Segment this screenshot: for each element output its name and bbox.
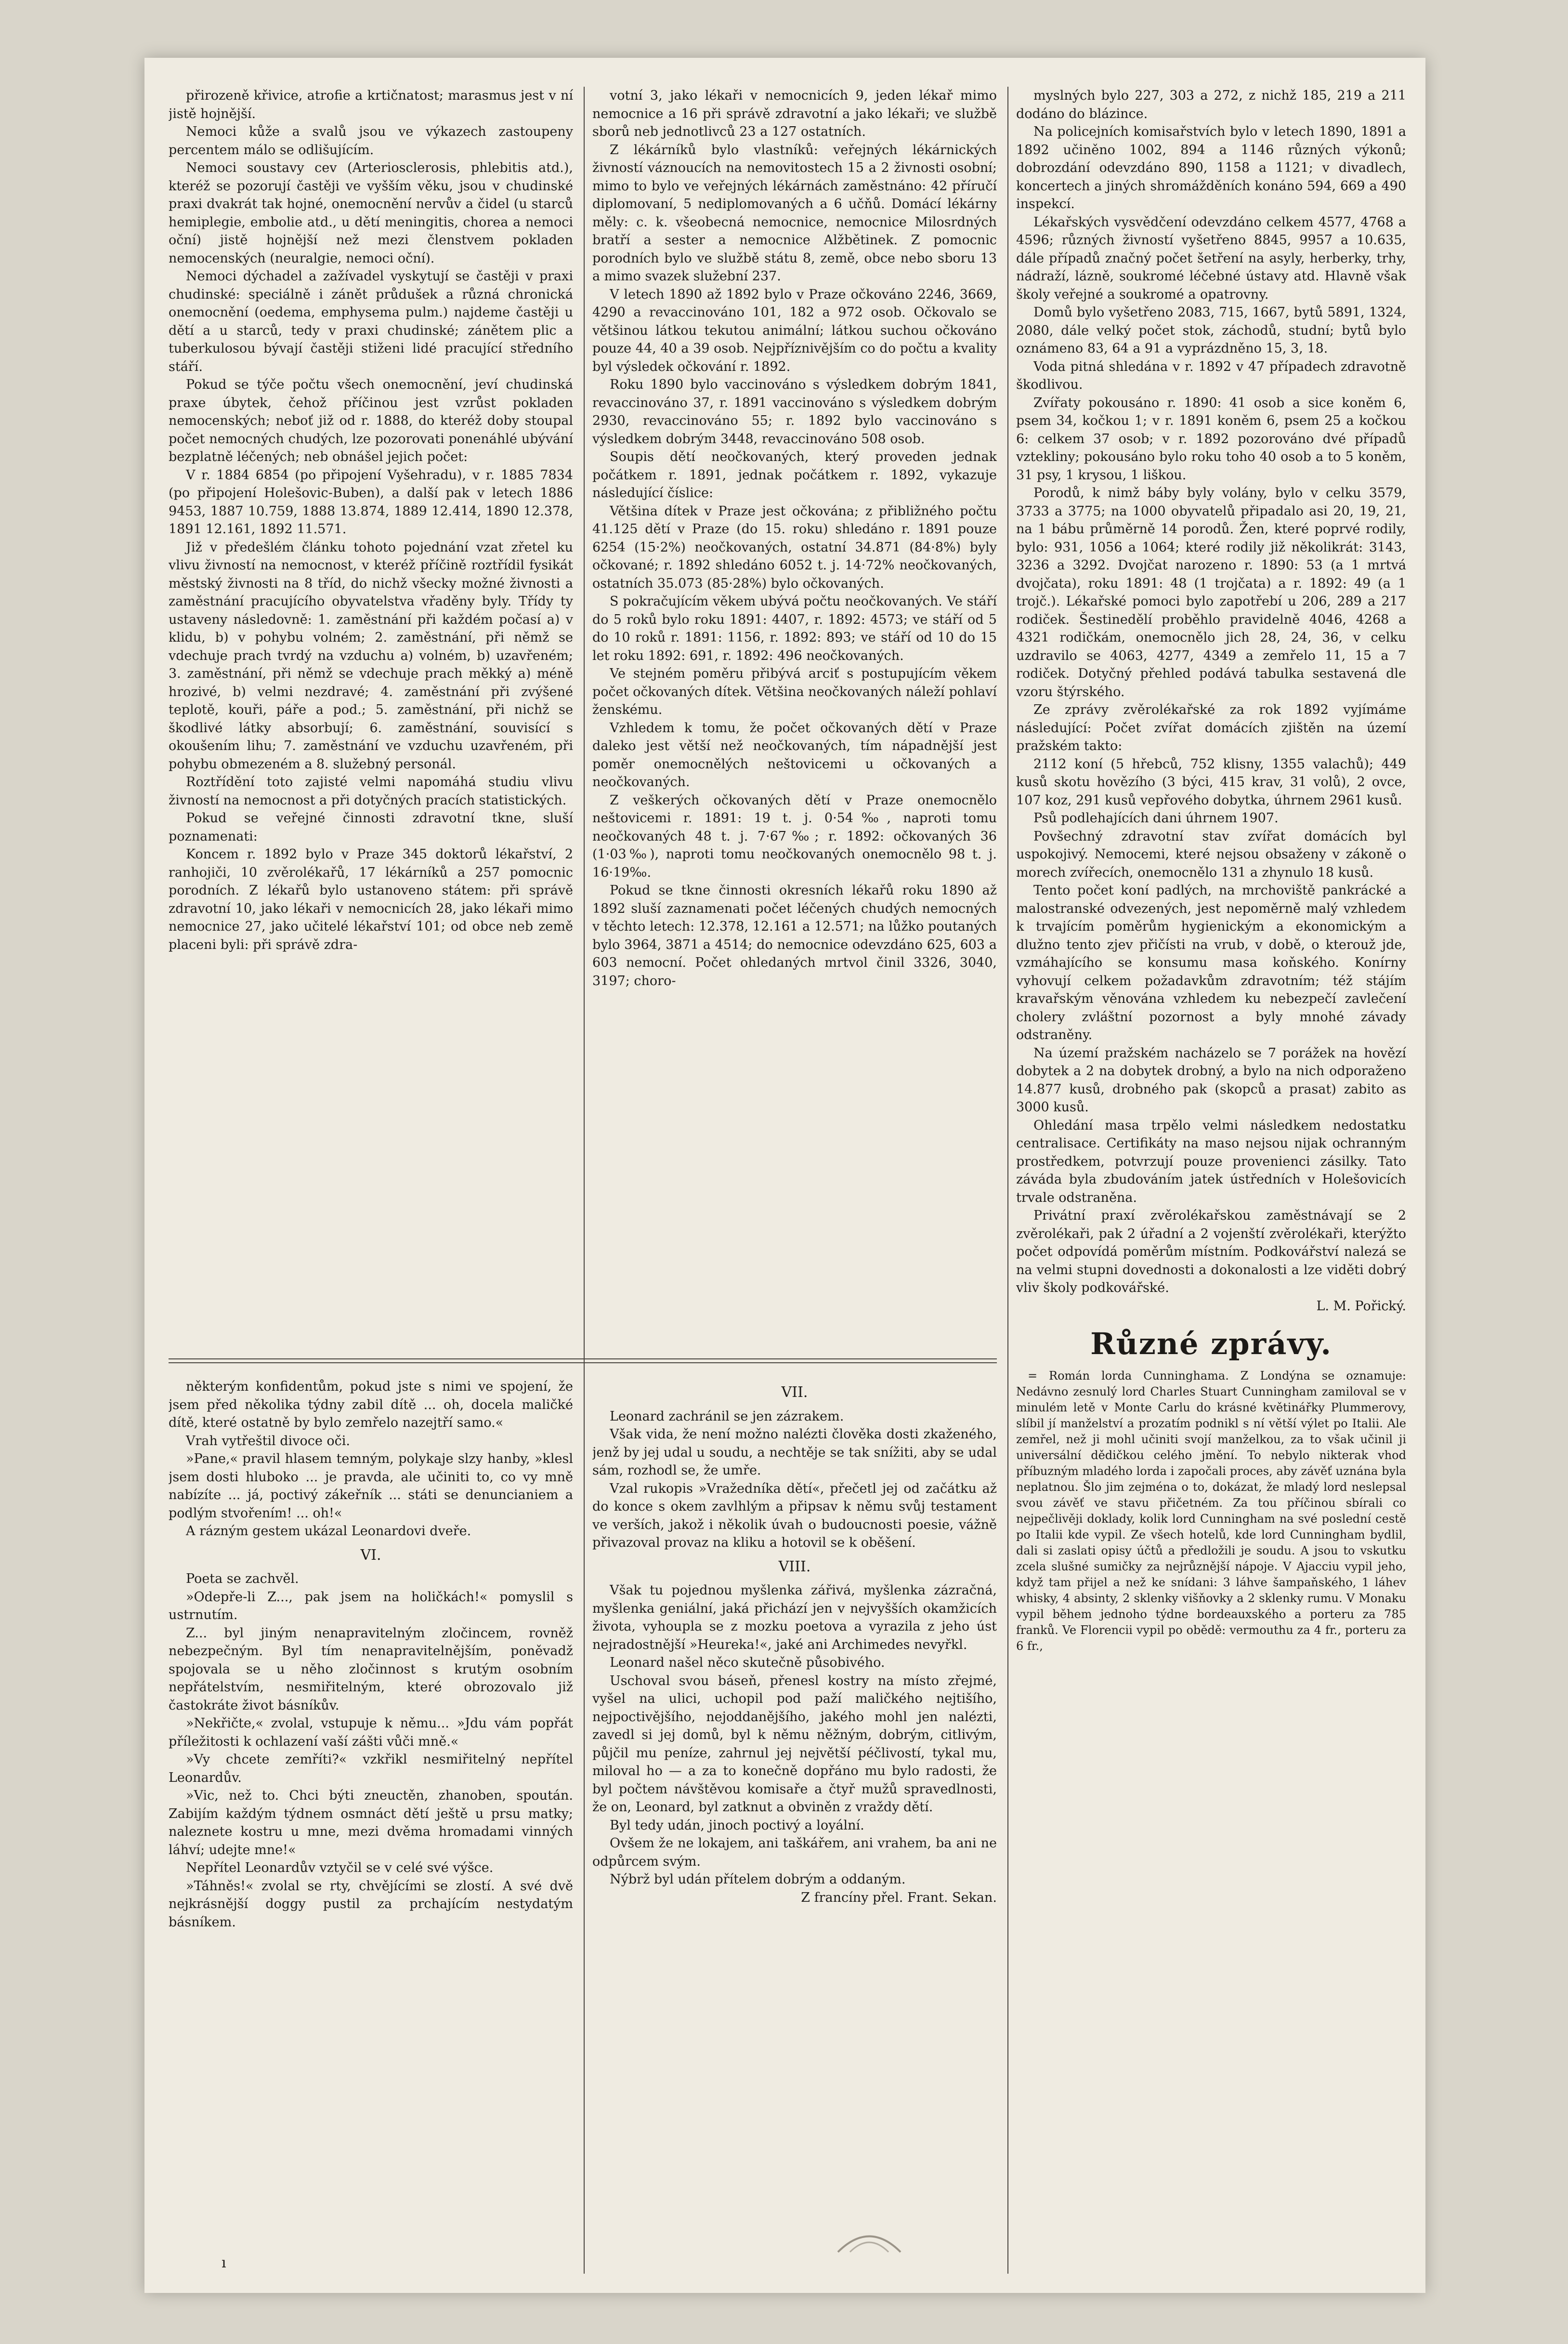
paragraph: Byl tedy udán, jinoch poctivý a loyální. (610, 1817, 864, 1833)
paragraph: Psů podlehajících dani úhrnem 1907. (1033, 811, 1279, 826)
paragraph: Na území pražském nacházelo se 7 porážek na hovězí dobytek a 2 na dobytek drobný, a bylo na nich odporaženo 14.877 kusů, drobného pak (skopců a prasat) zabito as 3000 kusů. (1016, 1045, 1406, 1115)
author-signature: L. M. Pořický. (1316, 1298, 1406, 1314)
paragraph: Nemoci kůže a svalů jsou ve výkazech zastoupeny percentem málo se odlišujícím. (169, 124, 573, 158)
feuilleton-column-1 (169, 1378, 573, 2274)
paragraph: Tento počet koní padlých, na mrchoviště pankrácké a malostranské odvezených, jest nepoměrně malý vzhledem k trvajícím poměrům hygienickým a ekonomickým a dlužno tento zjev přičísti na vrub, v době, o kterouž jde, vzmáhajícího se konsumu masa koňského. Konírny vyhovují celkem požadavkům zdravotním; též stájím kravařským věnována vzhledem ku nebezpečí zavlečení cholery zvláštní pozornost a byly mnohé závady odstraněny. (1016, 883, 1406, 1042)
paragraph: Lékařských vysvědčení odevzdáno celkem 4577, 4768 a 4596; různých živností vyšetřeno 8845, 9957 a 10.635, dále případů značný počet šetření na asyly, herberky, trhy, nádraží, lázně, soukromé léčebné ústavy atd. Hlavně však školy veřejné a soukromé a opatrovny. (1016, 214, 1406, 302)
chapter-heading: VIII. (778, 1558, 811, 1575)
paragraph: V r. 1884 6854 (po připojení Vyšehradu), v r. 1885 7834 (po připojení Holešovic-Buben), a další pak v letech 1886 9453, 1887 10.759, 1888 13.874, 1889 12.414, 1890 12.378, 1891 12.161, 1892 11.571. (169, 467, 573, 537)
margin-mark: ı (222, 2254, 226, 2271)
paragraph: Z... byl jiným nenapravitelným zločincem, rovněž nebezpečným. Byl tím nenapravitelnějším, poněvadž spojovala se u něho zločinnost s krutým osobním nepřátelstvím, nesmiřitelným, které obrozovalo již častokráte život básníkův. (169, 1625, 573, 1713)
paragraph: myslných bylo 227, 303 a 272, z nichž 185, 219 a 211 dodáno do blázince. (1016, 88, 1406, 121)
section-title: Různé zprávy. (1090, 1326, 1332, 1361)
newspaper-page (144, 58, 1425, 2293)
column-rule-1 (584, 87, 585, 2274)
library-stamp-icon (833, 2225, 905, 2254)
paragraph: »Pane,« pravil hlasem temným, polykaje slzy hanby, »klesl jsem dosti hluboko ... je pravda, ale učiniti to, co vy mně nabízíte ... já, poctivý zákeřník ... státi se denuncianiem a podlým stvořením! ... oh!« (169, 1451, 573, 1521)
paragraph: Vzhledem k tomu, že počet očkovaných dětí v Praze daleko jest větší než neočkovaných, tím nápadnější jest poměr onemocnělých neštovicemi u očkovaných a neočkovaných. (592, 720, 997, 790)
paragraph: Porodů, k nimž báby byly volány, bylo v celku 3579, 3733 a 3775; na 1000 obyvatelů připadalo asi 20, 19, 21, na 1 bábu průměrně 14 porodů. Žen, které poprvé rodily, bylo: 931, 1056 a 1064; které rodily již několikrát: 3143, 3236 a 3292. Dvojčat narozeno r. 1890: 53 (a 1 mrtvá dvojčata), roku 1891: 48 (1 trojčata) a r. 1892: 49 (a 1 trojč.). Lékařské pomoci bylo zapotřebí u 206, 289 a 217 rodiček. Šestinedělí proběhlo pravidelně 4046, 4268 a 4321 rodičkám, onemocnělo jich 28, 24, 36, v celku uzdravilo se 4063, 4277, 4349 a zemřelo 11, 15 a 7 rodiček. Dotyčný přehled podává tabulka sestavená dle vzoru štýrského. (1016, 486, 1406, 699)
paragraph: Vzal rukopis »Vražedníka dětí«, přečetl jej od začátku až do konce s okem zavlhlým a připsav k němu svůj testament ve verších, jakož i několik úvah o budoucnosti poesie, vážně přivazoval provaz na kliku a hotovil se k oběšení. (592, 1481, 997, 1550)
paragraph: Pokud se veřejné činnosti zdravotní tkne, sluší poznamenati: (169, 811, 573, 844)
paragraph: Nepřítel Leonardův vztyčil se v celé své výšce. (186, 1860, 494, 1875)
paragraph: Povšechný zdravotní stav zvířat domácích byl uspokojivý. Nemocemi, které nejsou obsaženy v zákoně o morech zvířecích, onemocnělo 131 a zhynulo 18 kusů. (1016, 829, 1406, 880)
paragraph: S pokračujícím věkem ubývá počtu neočkovaných. Ve stáří do 5 roků bylo roku 1891: 4407, r. 1892: 4573; ve stáří od 5 do 10 roků r. 1891: 1156, r. 1892: 893; ve stáří od 10 do 15 let roku 1892: 691, r. 1892: 496 neočkovaných. (592, 594, 997, 663)
paragraph: A rázným gestem ukázal Leonardovi dveře. (186, 1524, 471, 1539)
paragraph: Nemoci soustavy cev (Arteriosclerosis, phlebitis atd.), kteréž se pozorují častěji ve vyšším věku, jsou v chudinské praxi dvakrát tak hojné, onemocnění nervův a čidel (u starců hemiplegie, embolie atd., u dětí meningitis, chorea a nemoci oční) jistě hojnější než mezi členstvem pokladen nemocenských (neuralgie, nemoci oční). (169, 160, 573, 266)
paragraph: Vrah vytřeštil divoce oči. (186, 1433, 350, 1449)
paragraph: Poeta se zachvěl. (186, 1571, 299, 1586)
paragraph: přirozeně křivice, atrofie a krtičnatost; marasmus jest v ní jistě hojnější. (169, 88, 573, 121)
paragraph: Privátní praxí zvěrolékařskou zaměstnávají se 2 zvěrolékaři, pak 2 úřadní a 2 vojenští zvěrolékaři, kterýžto počet odpovídá poměrům místním. Podkovářství nalezá se na velmi stupni dovednosti a dokonalosti a lze viděti dobrý vliv školy podkovářské. (1016, 1208, 1406, 1295)
paragraph: »Vic, než to. Chci býti zneuctěn, zhanoben, spoután. Zabijím každým týdnem osmnáct dětí ještě u prsu matky; naleznete kostru u mne, mezi dvěma hromadami vinných láhví; udejte mne!« (169, 1788, 573, 1857)
paragraph: Většina dítek v Praze jest očkována; z přibližného počtu 41.125 dětí v Praze (do 15. roku) shledáno r. 1891 pouze 6254 (15·2%) neočkovaných, ostatní 34.871 (84·8%) byly očkované; r. 1892 shledáno 6052 t. j. 14·72% neočkovaných, ostatních 35.073 (85·28%) bylo očkovaných. (592, 503, 997, 591)
paragraph: Soupis dětí neočkovaných, který proveden jednak počátkem r. 1891, jednak počátkem r. 1892, vykazuje následující číslice: (592, 449, 997, 500)
paragraph: Nemoci dýchadel a zažívadel vyskytují se častěji v praxi chudinské: speciálně i zánět průdušek a různá chronická onemocnění (oedema, emphysema pulm.) najdeme častěji u dětí a u starců, tedy v praxi chudinské; zánětem plic a tuberkulosou bývají častěji stiženi lidé pracující středního stáří. (169, 269, 573, 374)
translator-signature: Z francíny přel. Frant. Sekan. (801, 1890, 997, 1905)
paragraph: Voda pitná shledána v r. 1892 v 47 případech zdravotně škodlivou. (1016, 359, 1406, 392)
paragraph: »Vy chcete zemříti?« vzkřikl nesmiřitelný nepřítel Leonardův. (169, 1752, 573, 1785)
paragraph: Ovšem že ne lokajem, ani taškářem, ani vrahem, ba ani ne odpůrcem svým. (592, 1836, 997, 1869)
feuilleton-column-2 (592, 1378, 997, 2274)
news-section (1016, 1368, 1406, 1654)
paragraph: Koncem r. 1892 bylo v Praze 345 doktorů lékařství, 2 ranhojiči, 10 zvěrolékařů, 17 lékárníků a 257 pomocnic porodních. Z lékařů bylo ustanoveno státem: při správě zdravotní 10, jako lékaři v nemocnicích 28, jako lékaři mimo nemocnice 27, jako učitelé lékařství 101; od obce neb země placeni byli: při správě zdra- (169, 847, 573, 952)
paragraph: Již v předešlém článku tohoto pojednání vzat zřetel ku vlivu živností na nemocnost, v kteréž příčině roztřídil fysikát městský živnosti na 8 tříd, do nichž všecky možné živnosti a zaměstnání pracujícího obyvatelstva vřaděny byly. Třídy ty ustaveny následovně: 1. zaměstnání při každém počasí a) v klidu, b) v pohybu volném; 2. zaměstnání, při němž se vdechuje prach tvrdý na vzduchu a) volném, b) uzavřeném; 3. zaměstnání, při němž se vdechuje prach měkký a) méně hrozivé, b) velmi nezdravé; 4. zaměstnání při zvýšené teplotě, kouři, páře a pod.; 5. zaměstnání, při nichž se škodlivé látky absorbují; 6. zaměstnání, souvisící s okoušením lihu; 7. zaměstnání ve vzduchu uzavřeném, při pohybu obmezeném a 8. služebný personál. (169, 540, 573, 772)
paragraph: Roku 1890 bylo vaccinováno s výsledkem dobrým 1841, revaccinováno 37, r. 1891 vaccinováno s výsledkem dobrým 2930, revaccinováno 55; r. 1892 bylo vaccinováno s výsledkem dobrým 3448, revaccinováno 508 osob. (592, 377, 997, 447)
paragraph: 2112 koní (5 hřebců, 752 klisny, 1355 valachů); 449 kusů skotu hovězího (3 býci, 415 krav, 31 volů), 2 ovce, 107 koz, 291 kusů vepřového dobytka, úhrnem 2961 kusů. (1016, 756, 1406, 808)
paragraph: Ze zprávy zvěrolékařské za rok 1892 vyjímáme následující: Počet zvířat domácích zjištěn na území pražském takto: (1016, 702, 1406, 753)
paragraph: Zvířaty pokousáno r. 1890: 41 osob a sice koněm 6, psem 34, kočkou 1; v r. 1891 koněm 6, psem 25 a kočkou 6: celkem 37 osob; v r. 1892 pozorováno dvé případů vztekliny; pokousáno bylo roku toho 40 osob a to 5 koněm, 31 psy, 1 krysou, 1 liškou. (1016, 395, 1406, 483)
paragraph: Však tu pojednou myšlenka zářivá, myšlenka zázračná, myšlenka geniální, jaká přichází jen v nejvyšších okamžicích života, vyhoupla se z mozku poetova a vyrazila z jeho úst nejradostnější »Heureka!«, jaké ani Archimedes nevyřkl. (592, 1583, 997, 1652)
paragraph: Pokud se týče počtu všech onemocnění, jeví chudinská praxe úbytek, čehož příčinou jest vzrůst pokladen nemocenských; neboť již od r. 1888, do kteréž doby stoupal počet nemocných chudých, lze pozorovati ponenáhlé ubývání bezplatně léčených; neb obnášel jejich počet: (169, 377, 573, 464)
paragraph: Nýbrž byl udán přítelem dobrým a oddaným. (610, 1872, 906, 1887)
column-rule-2 (1007, 87, 1008, 2274)
paragraph: některým konfidentům, pokud jste s nimi ve spojení, že jsem před několika týdny zabil dítě ... oh, docela maličké dítě, které ostatně by bylo zemřelo nazejtří samo.« (169, 1379, 573, 1430)
paragraph: Na policejních komisařstvích bylo v letech 1890, 1891 a 1892 učiněno 1002, 894 a 1146 různých výkonů; dobrozdání odevzdáno 890, 1158 a 1121; v divadlech, koncertech a jiných shromážděních konáno 594, 669 a 490 inspekcí. (1016, 124, 1406, 211)
paragraph: votní 3, jako lékaři v nemocnicích 9, jeden lékař mimo nemocnice a 16 při správě zdravotní a jako lékaři; ve službě sborů neb jednotlivců 23 a 127 ostatních. (592, 88, 997, 139)
paragraph: Ve stejném poměru přibývá arciť s postupujícím věkem počet očkovaných dítek. Většina neočkovaných náleží pohlaví ženskému. (592, 666, 997, 717)
column-2 (592, 87, 997, 1368)
paragraph: »Nekřičte,« zvolal, vstupuje k němu... »Jdu vám popřát příležitosti k ochlazení vaší zášti vůči mně.« (169, 1716, 573, 1749)
paragraph: Leonard zachránil se jen zázrakem. (610, 1409, 844, 1424)
paragraph: Roztřídění toto zajisté velmi napomáhá studiu vlivu živností na nemocnost a při dotyčných pracích statistických. (169, 775, 573, 808)
paragraph: Uschoval svou báseň, přenesl kostry na místo zřejmé, vyšel na ulici, uchopil pod paží maličkého nejtišího, nejpoctivějšího, nejoddanějšího, jakého mohl jen nalézti, zavedl si jej domů, byl k němu něžným, dobrým, citlivým, půjčil mu peníze, zahrnul jej největší péčlivostí, tykal mu, miloval ho — a za to konečně dopřáno mu bylo radosti, že byl počtem návštěvou komisaře a čtyř mužů spravedlnosti, že on, Leonard, byl zatknut a obviněn z vraždy dětí. (592, 1673, 997, 1815)
paragraph: Pokud se tkne činnosti okresních lékařů roku 1890 až 1892 sluší zaznamenati počet léčených chudých nemocných v těchto letech: 12.378, 12.161 a 12.571; na lůžko poutaných bylo 3964, 3871 a 4514; do nemocnice odevzdáno 625, 603 a 603 nemocní. Počet ohledaných mrtvol činil 3326, 3040, 3197; choro- (592, 883, 997, 988)
paragraph: Ohledání masa trpělo velmi následkem nedostatku centralisace. Certifikáty na maso nejsou nijak ochranným prostředkem, potvrzují pouze provenienci zásilky. Tato záváda byla zbudováním jatek ústředních v Holešovicích trvale odstraněna. (1016, 1118, 1406, 1205)
paragraph: »Odepře-li Z..., pak jsem na holičkách!« pomyslil s ustrnutím. (169, 1589, 573, 1622)
chapter-heading: VI. (360, 1546, 381, 1564)
paragraph: Však vida, že není možno nalézti člověka dosti zkaženého, jenž by jej udal u soudu, a nechtěje se tak snížiti, aby se udal sám, rozhodl se, že umře. (592, 1427, 997, 1478)
column-1 (169, 87, 573, 1368)
chapter-heading: VII. (781, 1384, 808, 1401)
news-item: = Román lorda Cunninghama. Z Londýna se oznamuje: Nedávno zesnulý lord Charles Stuart Cunningham zamiloval se v minulém letě v Monte Carlu do krásné květinářky Plummerovy, slíbil jí manželství a prozatím podnikl s ní větší výlet po Italii. Ale zemřel, než ji mohl učiniti svojí manželkou, za to však učinil ji universální dědičkou celého jmění. To nebylo nikterak vhod příbuzným mladého lorda i započali proces, aby závěť uznána byla neplatnou. Šlo jim zejména o to, dokázat, že mladý lord neslepsal svou závěť ve stavu přičetném. Za tou příčinou sbírali co nejpečlivěji doklady, kolik lord Cunningham na své poslední cestě po Italii kde vypil. Ze všech hotelů, kde lord Cunningham bydlil, dali si zaslati opisy účtů a předložili je soudu. A jsou to vskutku zcela slušné sumičky za nejrůznější nápoje. V Ajacciu vypil jeho, když tam přijel a než ke snídani: 3 láhve šampaňského, 1 láhev whisky, 4 absinty, 2 sklenky višňovky a 2 sklenky rumu. V Monaku vypil během jednoho týdne bordeauxského a porteru za 785 franků. Ve Florencii vypil po obědě: vermouthu za 4 fr., porteru za 6 fr., (1016, 1369, 1406, 1653)
paragraph: Z veškerých očkovaných dětí v Praze onemocnělo neštovicemi r. 1891: 19 t. j. 0·54‰, naproti tomu neočkovaných 48 t. j. 7·67‰; r. 1892: očkovaných 36 (1·03‰), naproti tomu neočkovaných onemocnělo 98 t. j. 16·19‰. (592, 792, 997, 880)
paragraph: Z lékárníků bylo vlastníků: veřejných lékárnických živností váznoucích na nemovitostech 15 a 2 živnosti osobní; mimo to bylo ve veřejných lékárnách zaměstnáno: 42 příručí diplomovaní, 5 nediplomovaných a 6 učňů. Domácí lékárny měly: c. k. všeobecná nemocnice, nemocnice Milosrdných bratří a sester a nemocnice Alžbětinek. Z pomocnic porodních bylo ve službě státu 8, země, obce nebo sboru 13 a mimo svazek služební 237. (592, 142, 997, 284)
paragraph: Leonard našel něco skutečně působivého. (610, 1655, 885, 1670)
paragraph: V letech 1890 až 1892 bylo v Praze očkováno 2246, 3669, 4290 a revaccinováno 101, 182 a 972 osob. Očkovalo se většinou látkou tekutou animální; látkou suchou očkováno pouze 44, 40 a 39 osob. Nejpříznivějším co do počtu a kvality byl výsledek očkování r. 1892. (592, 287, 997, 374)
column-3 (1016, 87, 1406, 2254)
paragraph: »Táhněs!« zvolal se rty, chvějícími se zlostí. A své dvě nejkrásnější doggy pustil za prchajícím nestydatým básníkem. (169, 1878, 573, 1930)
paragraph: Domů bylo vyšetřeno 2083, 715, 1667, bytů 5891, 1324, 2080, dále velký počet stok, záchodů, studní; bytů bylo oznámeno 83, 64 a 91 a vyprázdněno 15, 3, 18. (1016, 305, 1406, 356)
